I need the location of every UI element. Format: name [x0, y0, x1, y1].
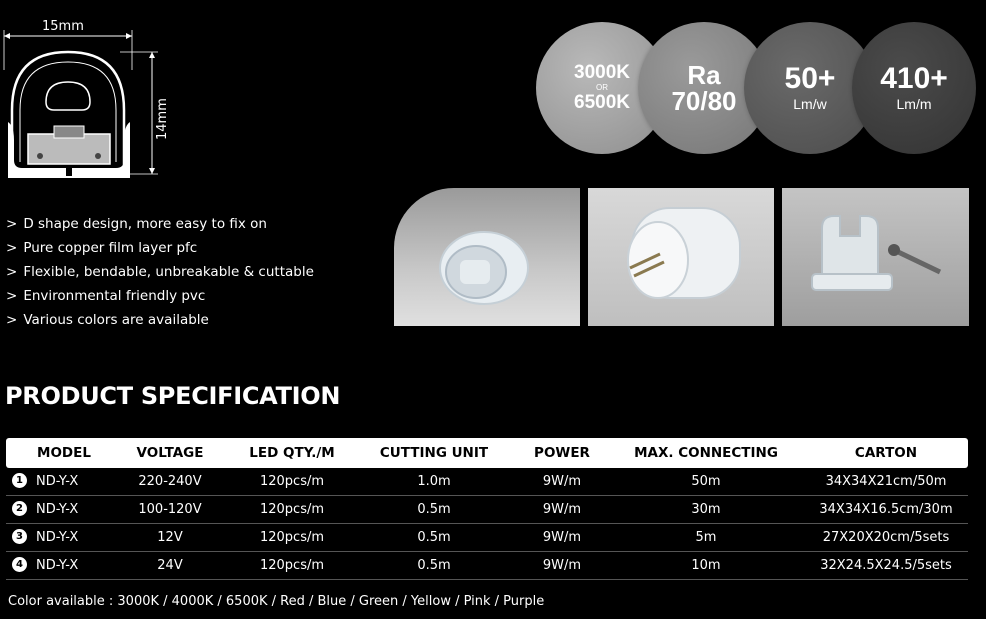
cell-power: 9W/m — [542, 502, 582, 517]
bullet-icon: > — [6, 312, 18, 328]
table-row — [6, 552, 968, 580]
bullet-icon: > — [6, 240, 18, 256]
badge-efficacy-value: 50+ — [784, 62, 836, 95]
table-row — [6, 468, 968, 496]
header-carton: CARTON — [854, 445, 918, 461]
cell-led-qty: 120pcs/m — [259, 502, 325, 517]
power-connector-photo — [588, 188, 774, 326]
header-model: MODEL — [37, 445, 91, 461]
cell-led-qty: 120pcs/m — [259, 530, 325, 545]
cell-cutting-unit: 0.5m — [417, 558, 451, 573]
cell-carton: 27X20X20cm/5sets — [822, 530, 950, 545]
cell-max-connecting: 10m — [691, 558, 721, 573]
bullet-icon: > — [6, 216, 18, 232]
cell-carton: 32X24.5X24.5/5sets — [820, 558, 952, 573]
cell-model: ND-Y-X — [36, 530, 79, 545]
cell-power: 9W/m — [542, 474, 582, 489]
table-row — [6, 524, 968, 552]
feature-text: Flexible, bendable, unbreakable & cuttable — [23, 264, 314, 280]
cell-model: ND-Y-X — [36, 558, 79, 573]
row-number-badge: 3 — [12, 529, 27, 544]
feature-item — [6, 260, 314, 284]
header-cutting-unit: CUTTING UNIT — [379, 445, 489, 461]
badge-cct-2: 6500K — [574, 92, 630, 113]
header-power: POWER — [534, 445, 590, 461]
cell-max-connecting: 30m — [691, 502, 721, 517]
color-availability: Color available : 3000K / 4000K / 6500K / Red / Blue / Green / Yellow / Pink / Purple — [8, 594, 545, 609]
width-label: 15mm — [42, 19, 84, 34]
cell-led-qty: 120pcs/m — [259, 558, 325, 573]
bullet-icon: > — [6, 264, 18, 280]
cell-cutting-unit: 0.5m — [417, 530, 451, 545]
cell-voltage: 12V — [157, 530, 183, 545]
header-led-qty: LED QTY./M — [249, 445, 335, 461]
feature-item — [6, 284, 314, 308]
cell-power: 9W/m — [542, 530, 582, 545]
flux-badge — [852, 22, 976, 154]
cell-cutting-unit: 0.5m — [417, 502, 451, 517]
feature-item — [6, 236, 314, 260]
feature-text: D shape design, more easy to fix on — [23, 216, 267, 232]
feature-item — [6, 308, 314, 332]
feature-text: Various colors are available — [23, 312, 209, 328]
badge-efficacy-unit: Lm/w — [793, 96, 827, 112]
badge-cct-or: OR — [596, 83, 608, 92]
table-header — [6, 438, 968, 468]
feature-text: Pure copper film layer pfc — [23, 240, 198, 256]
header-max-connecting: MAX. CONNECTING — [634, 445, 778, 461]
cell-max-connecting: 50m — [691, 474, 721, 489]
height-label: 14mm — [155, 98, 170, 140]
cell-voltage: 100-120V — [138, 502, 202, 517]
header-voltage: VOLTAGE — [136, 445, 204, 461]
cell-max-connecting: 5m — [695, 530, 717, 545]
end-cap-photo — [394, 188, 580, 326]
row-number-badge: 1 — [12, 473, 27, 488]
cell-carton: 34X34X21cm/50m — [825, 474, 947, 489]
spec-title: PRODUCT SPECIFICATION — [5, 382, 341, 410]
cell-model: ND-Y-X — [36, 474, 79, 489]
table-row — [6, 496, 968, 524]
cell-cutting-unit: 1.0m — [417, 474, 451, 489]
spec-badges — [536, 22, 976, 154]
cell-model: ND-Y-X — [36, 502, 79, 517]
feature-list — [6, 212, 314, 332]
cell-carton: 34X34X16.5cm/30m — [819, 502, 953, 517]
bullet-icon: > — [6, 288, 18, 304]
cell-voltage: 24V — [157, 558, 183, 573]
feature-text: Environmental friendly pvc — [23, 288, 206, 304]
cell-led-qty: 120pcs/m — [259, 474, 325, 489]
row-number-badge: 2 — [12, 501, 27, 516]
spec-table — [6, 438, 968, 580]
cross-section-diagram — [0, 10, 175, 185]
badge-ra-value: 70/80 — [671, 86, 737, 116]
cell-power: 9W/m — [542, 558, 582, 573]
badge-flux-unit: Lm/m — [896, 96, 932, 112]
row-number-badge: 4 — [12, 557, 27, 572]
badge-cct-1: 3000K — [574, 62, 630, 83]
cell-voltage: 220-240V — [138, 474, 202, 489]
badge-ra-label: Ra — [687, 60, 721, 90]
feature-item — [6, 212, 314, 236]
badge-flux-value: 410+ — [880, 62, 948, 95]
mounting-clip-photo — [782, 188, 969, 326]
